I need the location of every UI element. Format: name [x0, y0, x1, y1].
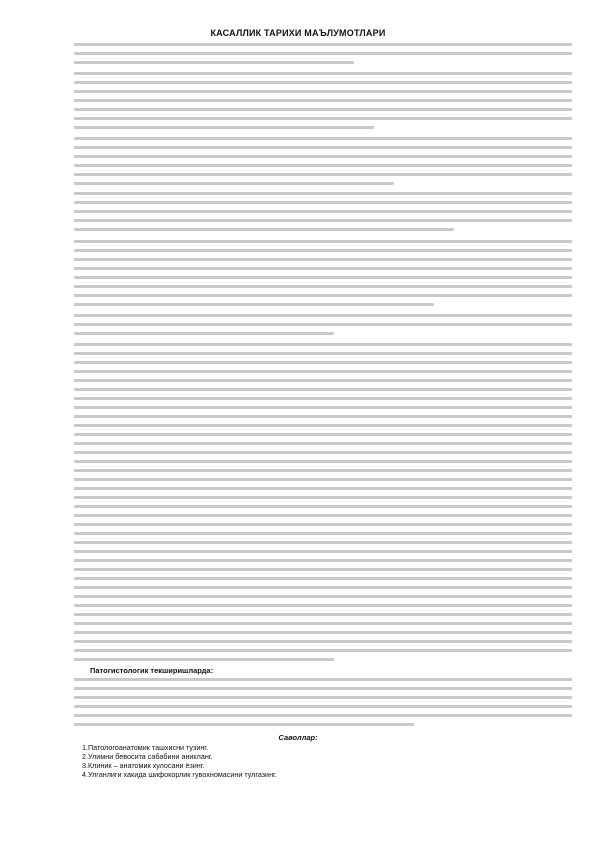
- questions-list: [74, 743, 574, 779]
- question-item: 3.Клиник – анатомик хулосани ёзинг.: [82, 761, 205, 770]
- question-item: 2.Улимни бевосита сабабини аникланг.: [82, 752, 213, 761]
- question-item: 4.Улганлиги хакида шифокорлик гувохномасини тулгазинг.: [82, 770, 277, 779]
- document-title: КАСАЛЛИК ТАРИХИ МАЪЛУМОТЛАРИ: [210, 28, 386, 38]
- subheading: Патогистологик текширишларда:: [90, 666, 214, 675]
- question-item: 1.Патологоанатомик ташхисни тузинг.: [82, 743, 209, 752]
- questions-heading: Саволлар:: [278, 733, 318, 742]
